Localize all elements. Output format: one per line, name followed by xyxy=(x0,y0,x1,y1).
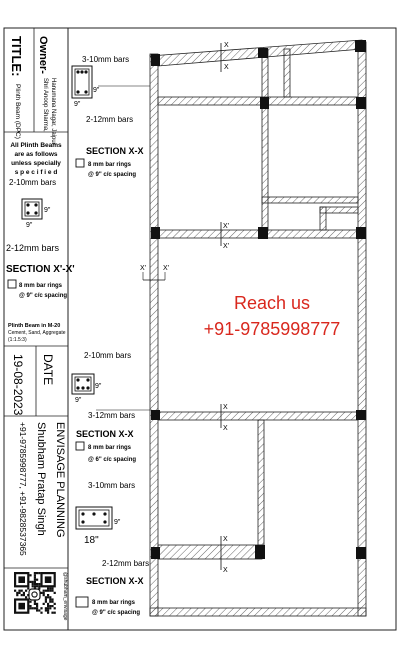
svg-text:X: X xyxy=(224,42,229,49)
svg-text:X': X' xyxy=(223,223,230,230)
svg-text:3-10mm bars: 3-10mm bars xyxy=(82,55,130,64)
svg-text:2-12mm bars: 2-12mm bars xyxy=(6,243,60,253)
svg-text:8 mm bar rings: 8 mm bar rings xyxy=(88,445,132,451)
firm-name: ENVISAGE PLANNING xyxy=(54,422,66,538)
svg-text:@ 9" c/c spacing: @ 9" c/c spacing xyxy=(92,610,141,616)
svg-text:9": 9" xyxy=(114,519,121,526)
svg-text:2-12mm bars: 2-12mm bars xyxy=(102,559,150,568)
svg-text:9": 9" xyxy=(75,397,82,404)
firm-phones: +91-9785998777, +91-9828537365 xyxy=(18,422,28,556)
section-title: SECTION X-X xyxy=(86,146,144,156)
section-title: SECTION X'-X' xyxy=(6,264,75,275)
svg-text:are as follows: are as follows xyxy=(14,151,58,158)
outer-left-wall xyxy=(150,54,158,616)
firm-person: Shubham Pratap Singh xyxy=(35,422,47,536)
section-x-prime-detail xyxy=(6,178,75,299)
svg-text:X: X xyxy=(223,536,228,543)
rear-wall xyxy=(150,608,366,616)
front-wall xyxy=(150,40,362,66)
owner-label: Owner- xyxy=(37,36,49,74)
svg-text:2-10mm bars: 2-10mm bars xyxy=(84,351,132,360)
svg-text:8 mm bar rings: 8 mm bar rings xyxy=(88,162,132,168)
outer-right-wall xyxy=(358,42,366,616)
svg-text:All Plinth Beams: All Plinth Beams xyxy=(10,142,62,149)
svg-text:Cement, Sand, Aggregate: Cement, Sand, Aggregate xyxy=(8,330,66,336)
svg-text:3-12mm bars: 3-12mm bars xyxy=(88,411,136,420)
section-title: SECTION X-X xyxy=(86,576,144,586)
section-3-detail xyxy=(72,351,152,463)
owner-value-2: Hanumana Nagar, Jaipur xyxy=(50,78,56,145)
svg-text:9": 9" xyxy=(95,383,102,390)
svg-text:X': X' xyxy=(163,265,170,272)
svg-text:@ 9" c/c spacing: @ 9" c/c spacing xyxy=(88,172,137,178)
svg-text:(1:1.5:3): (1:1.5:3) xyxy=(8,337,27,343)
svg-text:X: X xyxy=(223,404,228,411)
svg-text:@ 6" c/c spacing: @ 6" c/c spacing xyxy=(88,457,137,463)
svg-text:X': X' xyxy=(223,243,230,250)
svg-text:X: X xyxy=(223,567,228,574)
section-4-detail xyxy=(76,481,149,616)
date-value: 19-08-2023 xyxy=(11,354,25,416)
svg-text:18": 18" xyxy=(84,535,99,546)
reach-us-label: Reach us xyxy=(233,293,311,313)
contact-overlay xyxy=(204,293,341,339)
svg-text:X: X xyxy=(223,425,228,432)
svg-text:9": 9" xyxy=(26,222,33,229)
svg-text:X': X' xyxy=(140,265,147,272)
svg-text:@ 9" c/c spacing: @ 9" c/c spacing xyxy=(19,293,68,299)
owner-value-1: Shri Anoop Sharma, xyxy=(42,78,48,132)
svg-text:unless specially: unless specially xyxy=(11,160,61,167)
contact-phone: +91-9785998777 xyxy=(203,319,341,339)
svg-text:8 mm bar rings: 8 mm bar rings xyxy=(19,283,63,289)
section-title: SECTION X-X xyxy=(76,429,134,439)
date-label: DATE xyxy=(41,354,55,386)
title-label: TITLE: xyxy=(9,36,24,77)
svg-text:s p e c i f i e d: s p e c i f i e d xyxy=(14,169,58,176)
svg-text:X: X xyxy=(224,64,229,71)
svg-text:9": 9" xyxy=(93,87,100,94)
svg-text:Plinth Beam in M-20: Plinth Beam in M-20 xyxy=(8,323,61,329)
svg-text:9": 9" xyxy=(44,207,51,214)
svg-text:8 mm bar rings: 8 mm bar rings xyxy=(92,600,136,606)
title-value: Plinth Beam (DPC) xyxy=(14,84,21,139)
svg-text:2-12mm bars: 2-12mm bars xyxy=(86,115,134,124)
instagram-icon xyxy=(29,589,40,600)
instagram-handle: @shubham_envisage xyxy=(62,572,68,621)
svg-text:9": 9" xyxy=(74,101,81,108)
svg-text:2-10mm bars: 2-10mm bars xyxy=(9,178,57,187)
section-1-detail xyxy=(72,55,150,178)
svg-text:3-10mm bars: 3-10mm bars xyxy=(88,481,136,490)
